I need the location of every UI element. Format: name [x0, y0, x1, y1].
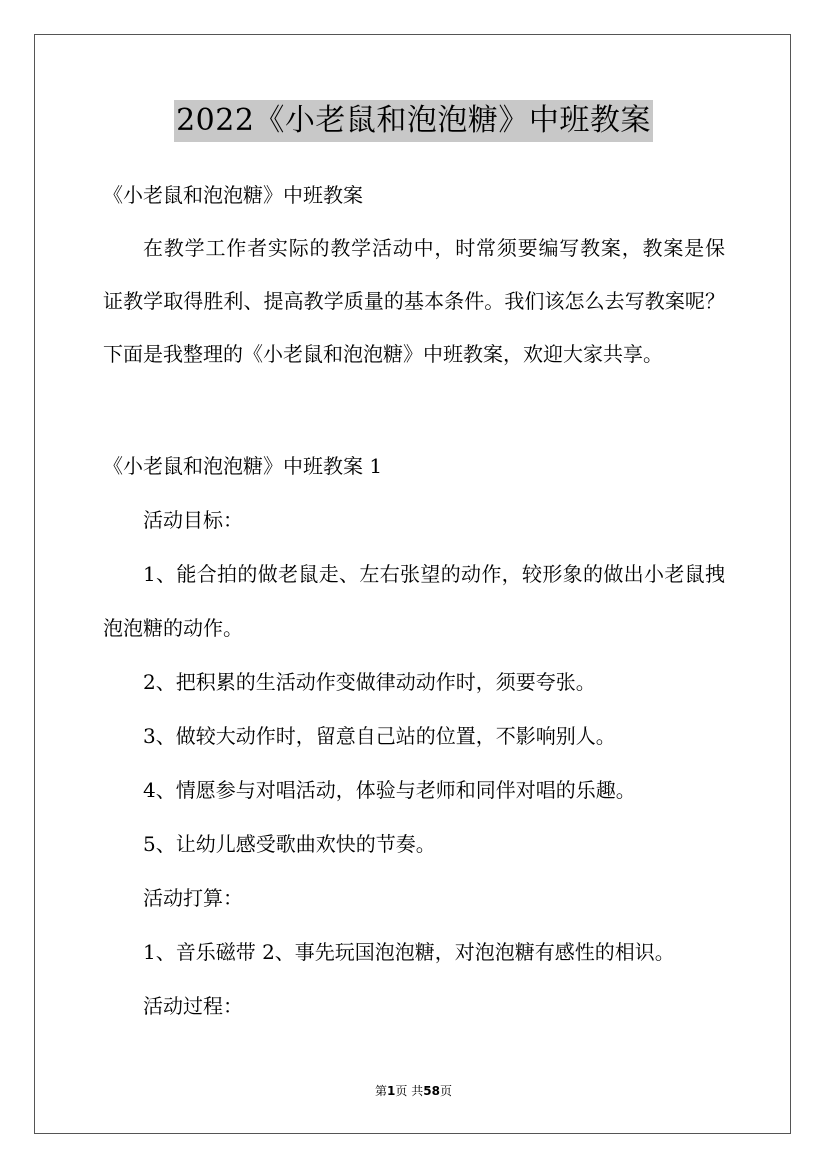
goal-3: 3、做较大动作时，留意自己站的位置，不影响别人。: [143, 724, 616, 748]
goal-4: 4、情愿参与对唱活动，体验与老师和同伴对唱的乐趣。: [143, 778, 636, 802]
document-title: 2022《小老鼠和泡泡糖》中班教案: [174, 100, 653, 142]
intro-line-1: 在教学工作者实际的教学活动中，时常须要编写教案，教案是保: [143, 236, 725, 260]
footer-middle: 页 共: [395, 1084, 424, 1098]
page-footer: [0, 1083, 827, 1099]
footer-suffix: 页: [439, 1084, 452, 1098]
goal-1-line-1: 1、能合拍的做老鼠走、左右张望的动作，较形象的做出小老鼠拽: [143, 562, 725, 586]
goal-2: 2、把积累的生活动作变做律动动作时，须要夸张。: [143, 670, 596, 694]
intro-line-2: 证教学取得胜利、提高教学质量的基本条件。我们该怎么去写教案呢？: [103, 289, 725, 313]
prep-item-1: 1、音乐磁带 2、事先玩国泡泡糖，对泡泡糖有感性的相识。: [143, 940, 675, 964]
goals-label: 活动目标：: [143, 508, 243, 532]
process-label: 活动过程：: [143, 994, 243, 1018]
document-subtitle: 《小老鼠和泡泡糖》中班教案: [103, 183, 363, 207]
goal-1-line-2: 泡泡糖的动作。: [103, 616, 243, 640]
footer-prefix: 第: [375, 1084, 388, 1098]
footer-page-number: 1: [387, 1084, 396, 1098]
title-container: [0, 100, 827, 142]
intro-line-3: 下面是我整理的《小老鼠和泡泡糖》中班教案，欢迎大家共享。: [103, 342, 663, 366]
goal-5: 5、让幼儿感受歌曲欢快的节奏。: [143, 832, 436, 856]
section-heading: 《小老鼠和泡泡糖》中班教案 1: [103, 454, 383, 478]
footer-page-total: 58: [423, 1084, 440, 1098]
prep-label: 活动打算：: [143, 886, 243, 910]
